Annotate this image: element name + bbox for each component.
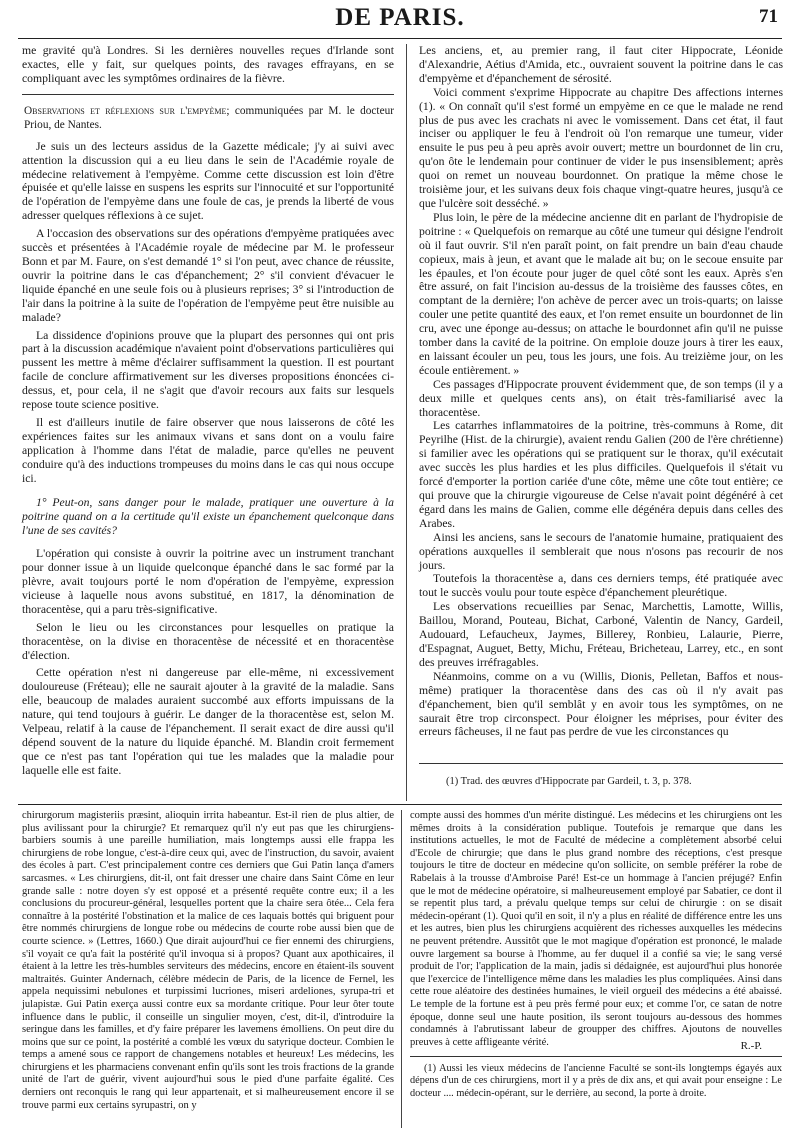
paragraph: A l'occasion des observations sur des opérations d'empyème pratiquées avec succès et présentées à l'Académie royale de médecine par M. le professeur Bonn et par M. Faure, on s'est demandé 1° si l'on peut, avec chance de réussite, ouvrir la poitrine dans le cas d'épanchement; 2° s'il convient d'évacuer le liquide épanché en une seule fois ou à plusieurs reprises; 3° si l'introduction de l'air dans la poitrine à la suite de l'opération de l'empyème peut être nuisible au malade?	[22, 227, 394, 324]
paragraph: Néanmoins, comme on a vu (Willis, Dionis, Pelletan, Baffos et nous-même) pratiquer la thoracentèse dans des cas où il n'y avait pas d'épanchement, bien qu'il semblât y en avoir tous les symptômes, on ne saurait être trop circonspect. Pour éloigner les méprises, pour éviter des erreurs fâcheuses, il ne faut pas perdre de vue les circonstances qu	[419, 669, 783, 739]
paragraph: Selon le lieu ou les circonstances pour lesquelles on pratique la thoracentèse, on la divise en thoracentèse de nécessité et en thoracentèse d'élection.	[22, 620, 394, 662]
article-title	[22, 104, 394, 132]
author-signature: R.-P.	[740, 1040, 762, 1052]
paragraph: chirurgorum magisteriis præsint, alioquin irrita habeantur. Est-il rien de plus altier, de plus avilissant pour la chirurgie? Et remarquez qu'il n'y eut pas que les chirurgiens-barbiers soumis à une pareille humiliation, mais longtemps aussi elle frappa les chirurgiens de robe longue, c'est-à-dire ceux qui, avec de l'instruction, du savoir, avaient des écoles à part. C'est principalement contre ces derniers que Gui Patin lança d'amers sarcasmes. « Les chirurgiens, dit-il, ont fait dresser une chaire dans Saint Côme en leur grande salle : notre doyen s'y est opposé et a présenté requête contre eux; il a les conclusions du procureur-général, lesquelles portent que la chaire sera ôtée... Cela fera connaître à la postérité l'obstination et la malice de ces laquais bottés qui briguent pour être nommés chirurgiens de longue robe ou médecins de courte robe aussi bien que de courte science. » (Lettres, 1660.) Que dirait aujourd'hui ce fier ennemi des chirurgiens, s'il voyait ce qu'a fait la postérité qu'il invoqua si à propos? Quant aux apothicaires, il étaient à la lettre les très-humbles serviteurs des médecins, encore en étaient-ils souvent maltraités. Guinter Andernach, célèbre médecin de Paris, de la licence de Fernel, les appela nequissimi nebulones et turpissimi lucriones, miseri ardeliones, syrupa-tri et julapistæ. Gui Patin exerça aussi contre eux sa mordante critique. Pour leur ôter toute influence dans le public, il conseille un singulier moyen, c'est, dit-il, d'introduire la seringue dans les familles, et d'y faire préparer les lavemens émolliens. On peut dire du moins que sur ce point, la postérité a comblé les vœux du satyrique docteur. Combien le temps a amené sous ce rapport de changemens notables et heureux! Les médecins, les chirurgiens et les pharmaciens convenant enfin qu'ils sont les trois fractions de la grande unité de l'art de guérir, vivent aujourd'hui sous le pied d'une parfaite égalité. Ces derniers ont reconquis le rang qui leur appartenait, et si malheureusement encore il se trouve parmi eux certains syrupastri, on y	[22, 810, 394, 1111]
article-title-caps: Observations et réflexions sur l'empyème;	[24, 104, 230, 117]
column-divider	[401, 810, 402, 1128]
paragraph: Les anciens, et, au premier rang, il faut citer Hippocrate, Léonide d'Alexandrie, Aétius d'Amida, etc., ouvraient souvent la poitrine dans le cas d'empyème et d'épanchement de sérosité.	[419, 44, 783, 85]
column-top-left	[22, 44, 394, 801]
paragraph: Ainsi les anciens, sans le secours de l'anatomie humaine, pratiquaient des opérations auxquelles il semblerait que nous n'osons pas recourir de nos jours.	[419, 530, 783, 572]
page-number: 71	[759, 6, 778, 27]
footnote-bottom: (1) Aussi les vieux médecins de l'ancienne Faculté se sont-ils longtemps égayés aux dépens d'un de ces chirurgiens, mort il y a près de dix ans, et qui avait pour enseigne : Le docteur .... médecin-opérant, sur le derrière, au second, la porte à droite.	[410, 1063, 782, 1099]
paragraph: Les observations recueillies par Senac, Marchettis, Lamotte, Willis, Baillou, Morand, Pouteau, Bichat, Carboné, Valentin de Nancy, Gardeil, Audouard, Lefaucheux, Jaymes, Billerey, Ronbieu, Lalaurie, Pierre, d'Espagnat, Auguet, Betty, Michu, Fréteau, Bricheteau, Larrey, etc., en sont des preuves irréfragables.	[419, 600, 783, 669]
paragraph: Les catarrhes inflammatoires de la poitrine, très-communs à Rome, dit Peyrilhe (Hist. de la chirurgie), avaient rendu Galien (200 de l'ère chrétienne) si familier avec les opérations qui se pratiquent sur le thorax, qu'il exécutait avec succès les plus hardies et les plus difficiles. Quelquefois il s'était vu forcé d'emporter la portion cariée d'une côte, même une côte tout entière; ce qui prouve que la chirurgie vigoureuse de Celse n'avait point dégénéré à cet égard dans les mains de Galien, comme elle dégénéra depuis dans celles des Arabes.	[419, 419, 783, 530]
paragraph: Toutefois la thoracentèse a, dans ces derniers temps, été pratiquée avec tout le succès voulu pour toute espèce d'épanchement pleurétique.	[419, 572, 783, 600]
question-heading: 1° Peut-on, sans danger pour le malade, pratiquer une ouverture à la poitrine quand on a la certitude qu'il existe un épanchement quelconque dans l'une de ses cavités?	[22, 496, 394, 538]
section-rule	[18, 804, 782, 805]
column-divider	[406, 44, 407, 801]
paragraph: Il est d'ailleurs inutile de faire observer que nous laisserons de côté les expériences faites sur les animaux vivans et sans dont on a voulu faire application à l'homme dans l'état de maladie, parce qu'elles ne peuvent conduire qu'à des inductions trompeuses du moins dans le cas qui nous occupe ici.	[22, 415, 394, 485]
running-title: DE PARIS.	[335, 4, 465, 31]
paragraph: Ces passages d'Hippocrate prouvent évidemment que, de son temps (il y a deux mille et quelques cents ans), on était très-familiarisé avec la thoracentèse.	[419, 377, 783, 419]
footnote-top: (1) Trad. des œuvres d'Hippocrate par Gardeil, t. 3, p. 378.	[446, 776, 692, 787]
column-top-right	[419, 44, 783, 754]
paragraph: Voici comment s'exprime Hippocrate au chapitre Des affections internes (1). « On connaît qu'il s'est formé un empyème en ce que le malade ne rend plus de pus avec les crachats ni avec le vomissement. Dans cet état, il faut inciser ou appliquer le feu à l'endroit où l'on remarque une tumeur, vider ensuite le pus peu à peu après avoir ouvert; mettre un bourdonnet de lin cru, qu'on ôte le lendemain pour continuer de vider le pus insensiblement; après quoi on remet un nouveau bourdonnet. On pratique la même chose le troisième jour, et les suivans deux fois chaque vingt-quatre heures, jusqu'à ce que l'ulcère soit desséché. »	[419, 85, 783, 210]
paragraph: L'opération qui consiste à ouvrir la poitrine avec un instrument tranchant pour donner issue à un liquide quelconque épanché dans le sac formé par la plèvre, avait toujours porté le nom d'opération de l'empyème, expression vicieuse à laquelle nous avons substitué, en 1817, la dénomination de thoracentèse, qui a paru très-significative.	[22, 547, 394, 616]
separator-rule	[22, 94, 394, 95]
paragraph: Je suis un des lecteurs assidus de la Gazette médicale; j'y ai suivi avec attention la discussion qui a eu lieu dans le sein de l'Académie royale de médecine relativement à l'empyème. Comme cette discussion est loin d'être épuisée et qu'elle laisse en suspens les esprits sur l'innocuité et sur l'opportunité de l'opération de l'empyème dans une foule de cas, je prends la liberté de vous adresser quelques réflexions à ce sujet.	[22, 139, 394, 223]
footnote-rule	[410, 1056, 782, 1057]
header-rule	[18, 38, 782, 39]
paragraph: Plus loin, le père de la médecine ancienne dit en parlant de l'hydropisie de poitrine : « Quelquefois on remarque au côté une tumeur qui désigne l'endroit où il faut ouvrir. S'il n'en paraît point, on fait prendre un bain d'eau chaude copieux, mais à jeun, et avant que le malade ait bu; on le secoue ensuite par les épaules, et l'on écoute pour juger de quel côté sont les eaux. Après s'en être assuré, on fait l'incision au-dessus de la troisième des fausses côtes, en comptant de la dernière; l'on achève de percer avec un trois-quarts; on laisse couler une petite quantité des eaux, et l'on remet ensuite un bourdonnet de lin cru, avec une éponge au-dessus; on attache le bourdonnet afin qu'il ne puisse tomber dans la cavité de la poitrine. On emploie douze jours à tirer les eaux, en laissant écouler un peu, tous les jours, une fois. Au treizième jour, on les écoule entièrement. »	[419, 210, 783, 377]
page-header	[18, 4, 782, 36]
column-bottom-left	[22, 810, 394, 1128]
paragraph-intro: me gravité qu'à Londres. Si les dernières nouvelles reçues d'Irlande sont exactes, elle y fait, sur quelques points, des ravages effrayans, en se compliquant avec les symptômes ordinaires de la fièvre.	[22, 44, 394, 85]
footnote-rule	[419, 763, 783, 764]
paragraph: compte aussi des hommes d'un mérite distingué. Les médecins et les chirurgiens ont les mêmes droits à la considération publique. Toutefois je remarque que dans les institutions actuelles, le mot de Faculté de médecine a complètement absorbé celui d'Ecole de chirurgie; que dans le plus grand nombre des réceptions, c'est presque toujours le titre de docteur en médecine qu'on sollicite, on semble préférer la robe de Rabelais à la trousse d'Ambroise Paré! Est-ce un hommage à l'ancien préjugé? Enfin que le mot de médecine opératoire, si malheureusement employé par Sabatier, ce dont il se repentit plus tard, a prévalu quelque temps sur celui de chirurgie : on se disait médecin-opérant (1). Quoi qu'il en soit, il n'y a plus en réalité de différence entre les uns et les autres, bien plus les chirurgiens acquièrent des richesses auxquelles les médecins ne peuvent prétendre. Aussitôt que le mot magique d'opération est prononcé, le malade ouvre largement sa bourse à l'homme, au fer duquel il a confié sa vie; le sang versé produit de l'or; l'application de la main, jadis si dédaignée, est aujourd'hui plus honorée que l'exercice de l'intelligence même dans les maladies les plus compliquées. Ainsi dans cette roue aléatoire des destinées humaines, le vieil orgueil des médecins a été abaissé. Le temple de la fortune est à peu près fermé pour eux; et comme l'or, ce satan de notre époque, donne seul une haute position, ils seront toujours au-dessous des hommes condamnés à l'abrutissant labeur de groupper des chiffres. Ajoutons de nouvelles preuves à cette affligeante vérité.	[410, 810, 782, 1048]
paragraph: La dissidence d'opinions prouve que la plupart des personnes qui ont pris part à la discussion académique n'avaient point d'observations particulières qui pussent les mettre à même d'éclairer suffisamment la question. Il est pourtant facile de conclure affirmativement sur les diverses propositions énoncées ci-dessus, et, pour cela, il ne s'agit que d'avoir recours aux faits sur lesquels repose toute science positive.	[22, 328, 394, 412]
article-title-rest: communiquées par M. le docteur Priou, de Nantes.	[24, 104, 394, 131]
paragraph: Cette opération n'est ni dangereuse par elle-même, ni excessivement douloureuse (Fréteau); elle ne saurait ajouter à la gravité de la maladie. Sans elle, beaucoup de malades auraient succombé aux efforts impuissans de la nature, qui tend toujours à guérir. Le danger de la thoracentèse est, selon M. Velpeau, relatif à la cause de l'épanchement. Il serait exact de dire aussi qu'il dépend souvent de la nature du liquide épanché. M. Blandin croit fermement que ce n'est pas tant l'opération qui tue les malades que la maladie pour laquelle elle est faite.	[22, 666, 394, 777]
